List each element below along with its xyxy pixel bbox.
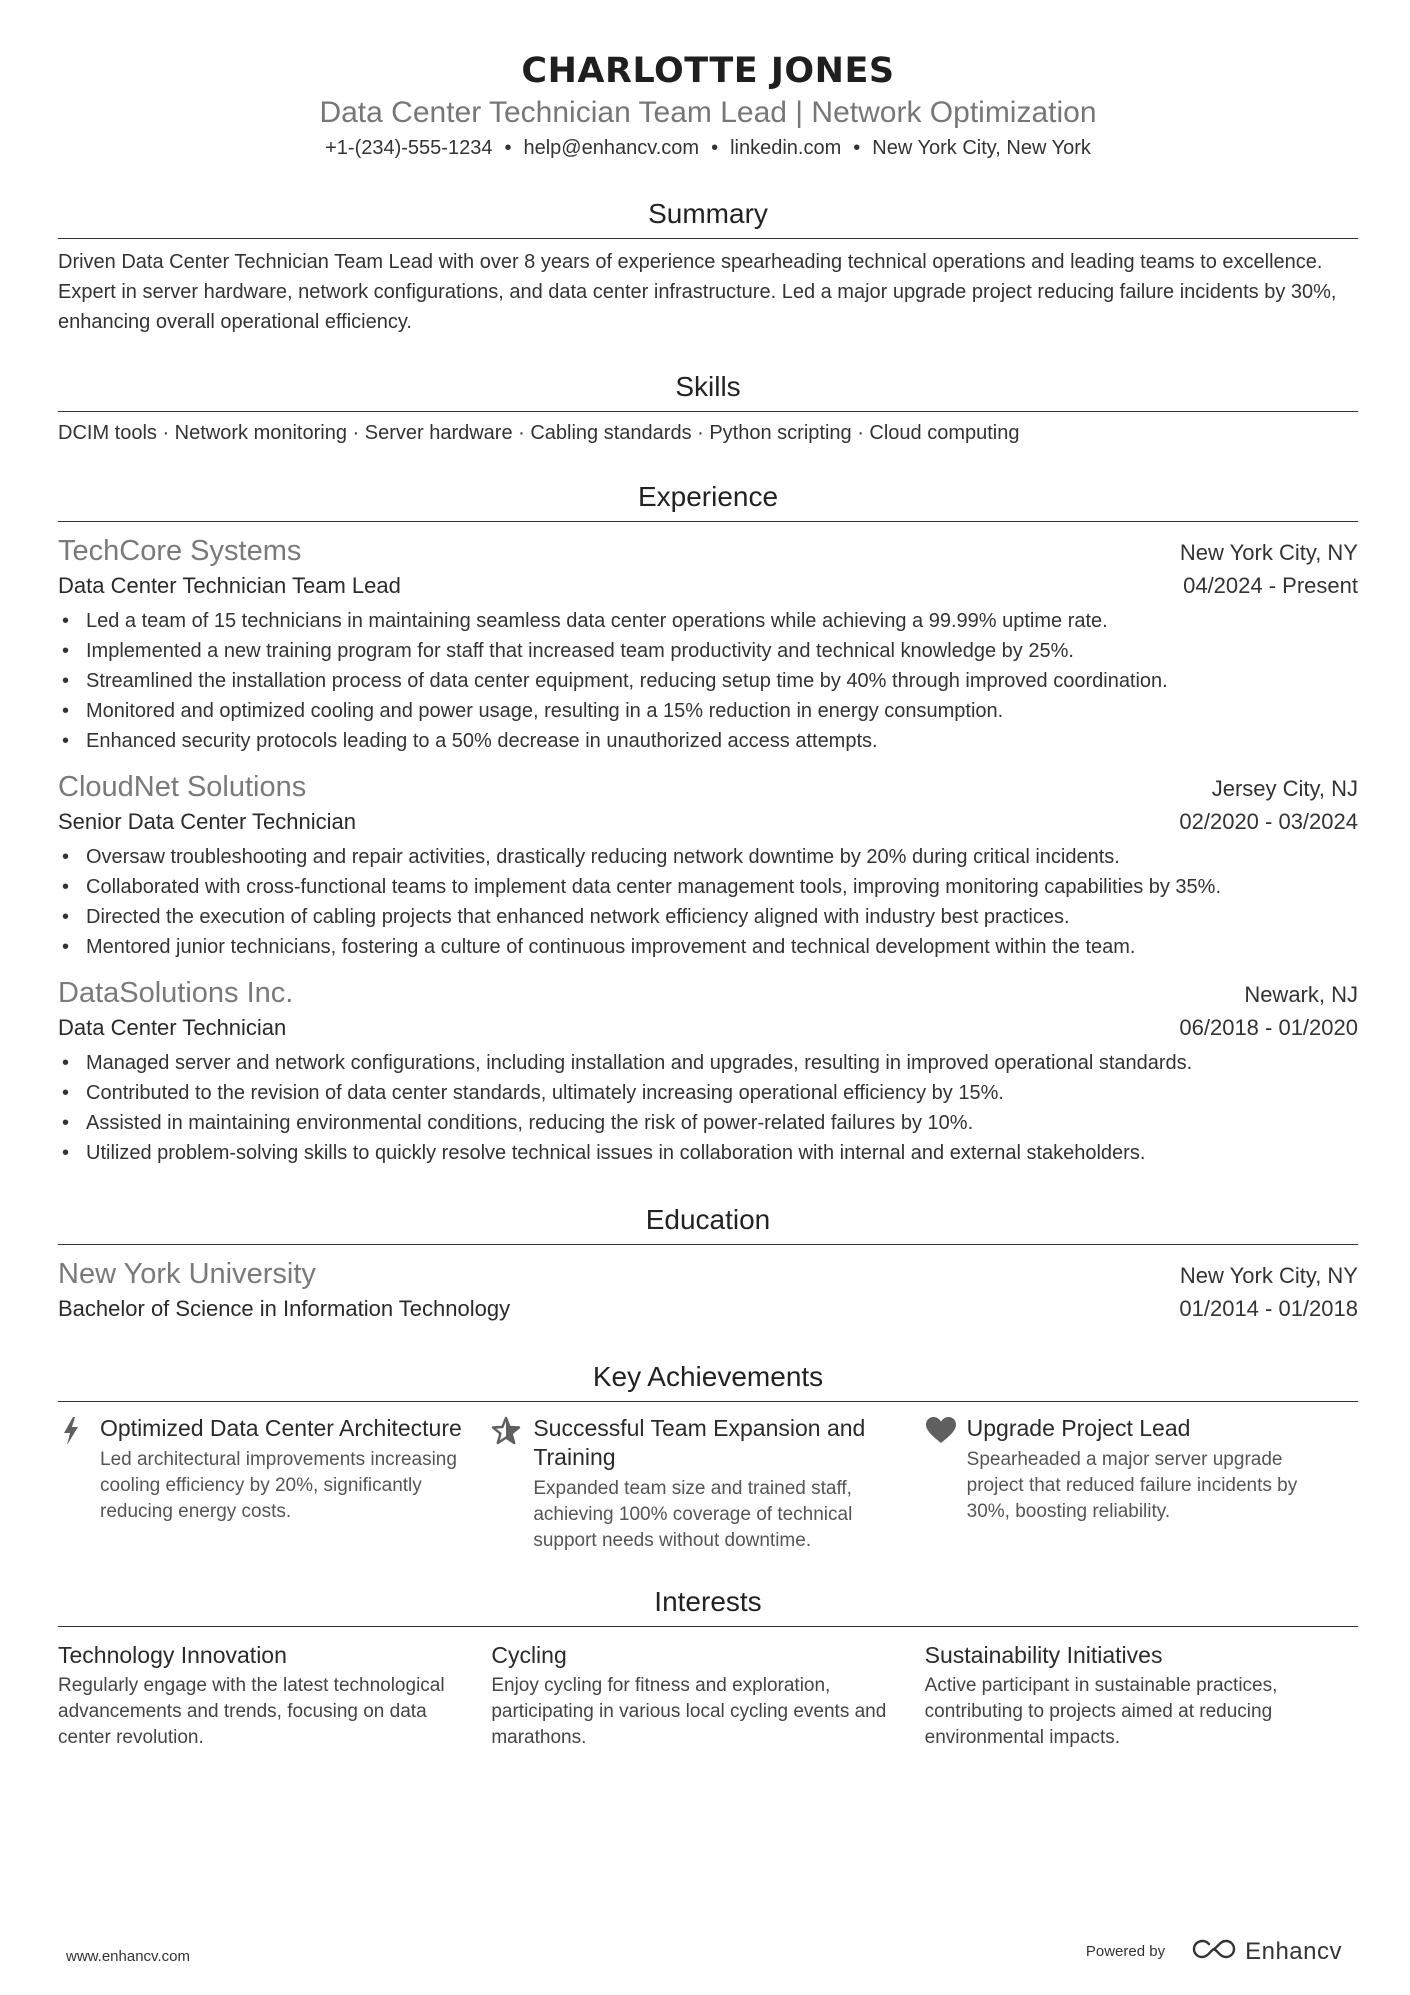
bullet-item: • Enhanced security protocols leading to a 50% decrease in unauthorized access attempts. — [58, 726, 1358, 756]
achievement-item — [925, 1414, 1358, 1554]
bullet-item: • Managed server and network configurations, including installation and upgrades, resulting in improved operational standards. — [58, 1048, 1358, 1078]
achievement-item — [58, 1414, 491, 1554]
interests-heading: Interests — [58, 1584, 1358, 1627]
interest-item — [925, 1639, 1358, 1751]
experience-entry — [58, 974, 1358, 1168]
bullet-item: • Assisted in maintaining environmental conditions, reducing the risk of power-related failures by 10%. — [58, 1108, 1358, 1138]
education-entry — [58, 1255, 1358, 1325]
interest-item — [58, 1639, 491, 1751]
summary-text: Driven Data Center Technician Team Lead with over 8 years of experience spearheading technical operations and leading teams to excellence. Expert in server hardware, network configurations, and data center infrastructure. Led a major upgrade project reducing failure incidents by 30%, enhancing overall operational efficiency. — [58, 251, 1337, 333]
job-location: New York City, NY — [1179, 540, 1358, 565]
achievement-description: Led architectural improvements increasing cooling efficiency by 20%, significantly reducing energy costs. — [100, 1449, 457, 1522]
interest-description: Regularly engage with the latest technological advancements and trends, focusing on data center revolution. — [58, 1675, 445, 1748]
experience-entry — [58, 768, 1358, 962]
job-role: Data Center Technician — [58, 1015, 287, 1040]
job-bullets — [58, 842, 1358, 962]
achievement-description: Expanded team size and trained staff, achieving 100% coverage of technical support needs without downtime. — [533, 1478, 853, 1551]
bullet-item: • Implemented a new training program for staff that increased team productivity and technical knowledge by 25%. — [58, 636, 1358, 666]
education-heading: Education — [58, 1202, 1358, 1245]
job-role: Senior Data Center Technician — [58, 809, 356, 834]
company-name: DataSolutions Inc. — [58, 977, 294, 1009]
bullet-item: • Mentored junior technicians, fostering a culture of continuous improvement and technical development within the team. — [58, 932, 1358, 962]
company-name: CloudNet Solutions — [58, 771, 307, 803]
job-dates: 04/2024 - Present — [1183, 573, 1358, 598]
powered-by-label: Powered by — [1085, 1943, 1166, 1960]
company-name: TechCore Systems — [58, 535, 302, 567]
bullet-item: • Streamlined the installation process of data center equipment, reducing setup time by 40% through improved coordination. — [58, 666, 1358, 696]
resume-page — [58, 0, 1358, 1995]
email-link[interactable]: help@enhancv.com — [523, 137, 700, 159]
experience-heading: Experience — [58, 479, 1358, 522]
skills-list: DCIM tools · Network monitoring · Server hardware · Cabling standards · Python scripting · Cloud computing — [58, 422, 1020, 444]
bullet-item: • Led a team of 15 technicians in maintaining seamless data center operations while achieving a 99.99% uptime rate. — [58, 606, 1358, 636]
phone-number: +1-(234)-555-1234 — [325, 137, 493, 159]
bullet-item: • Directed the execution of cabling projects that enhanced network efficiency aligned with industry best practices. — [58, 902, 1358, 932]
job-bullets — [58, 1048, 1358, 1168]
bullet-item: • Monitored and optimized cooling and power usage, resulting in a 15% reduction in energy consumption. — [58, 696, 1358, 726]
job-location: Jersey City, NJ — [1211, 776, 1358, 801]
resume-header — [58, 0, 1358, 162]
interest-item — [491, 1639, 924, 1751]
job-bullets — [58, 606, 1358, 756]
bullet-item: • Collaborated with cross-functional teams to implement data center management tools, improving monitoring capabilities by 35%. — [58, 872, 1358, 902]
contact-line — [58, 134, 1358, 162]
job-dates: 06/2018 - 01/2020 — [1179, 1015, 1358, 1040]
interest-description: Active participant in sustainable practices, contributing to projects aimed at reducing environmental impacts. — [924, 1675, 1278, 1748]
achievement-title: Successful Team Expansion and Training — [533, 1415, 866, 1470]
heart-icon — [925, 1414, 967, 1554]
candidate-title: Data Center Technician Team Lead | Network Optimization — [319, 96, 1097, 129]
candidate-name: CHARLOTTE JONES — [521, 51, 895, 91]
skills-heading: Skills — [58, 369, 1358, 412]
interest-title: Technology Innovation — [58, 1642, 287, 1668]
bullet-item: • Contributed to the revision of data center standards, ultimately increasing operational efficiency by 15%. — [58, 1078, 1358, 1108]
interests-grid — [58, 1639, 1358, 1751]
interest-description: Enjoy cycling for fitness and exploration, participating in various local cycling events and marathons. — [491, 1675, 887, 1748]
bullet-item: • Utilized problem-solving skills to quickly resolve technical issues in collaboration with internal and external stakeholders. — [58, 1138, 1358, 1168]
enhancv-logo-icon — [1191, 1937, 1237, 1966]
separator-dot: • — [711, 137, 719, 159]
achievements-heading: Key Achievements — [58, 1359, 1358, 1402]
interest-title: Sustainability Initiatives — [924, 1642, 1163, 1668]
footer-website-link[interactable]: www.enhancv.com — [66, 1948, 190, 1965]
lightning-icon — [58, 1414, 100, 1554]
linkedin-link[interactable]: linkedin.com — [730, 137, 842, 159]
job-location: Newark, NJ — [1244, 982, 1358, 1007]
location-text: New York City, New York — [872, 137, 1091, 159]
degree-name: Bachelor of Science in Information Technology — [58, 1296, 511, 1321]
achievement-title: Upgrade Project Lead — [966, 1415, 1191, 1441]
job-role: Data Center Technician Team Lead — [58, 573, 401, 598]
star-icon — [491, 1414, 533, 1554]
summary-heading: Summary — [58, 196, 1358, 239]
bullet-item: • Oversaw troubleshooting and repair activities, drastically reducing network downtime by 20% during critical incidents. — [58, 842, 1358, 872]
achievements-grid — [58, 1414, 1358, 1554]
achievement-description: Spearheaded a major server upgrade project that reduced failure incidents by 30%, boosting reliability. — [966, 1449, 1298, 1522]
separator-dot: • — [853, 137, 861, 159]
job-dates: 02/2020 - 03/2024 — [1179, 809, 1358, 834]
interest-title: Cycling — [491, 1642, 567, 1668]
school-location: New York City, NY — [1179, 1263, 1358, 1288]
achievement-item — [491, 1414, 924, 1554]
education-dates: 01/2014 - 01/2018 — [1179, 1296, 1358, 1321]
footer-branding[interactable] — [1086, 1937, 1342, 1966]
achievement-title: Optimized Data Center Architecture — [100, 1415, 462, 1441]
enhancv-brand-name: Enhancv — [1245, 1937, 1342, 1965]
experience-entry — [58, 532, 1358, 756]
school-name: New York University — [58, 1258, 316, 1290]
separator-dot: • — [504, 137, 512, 159]
